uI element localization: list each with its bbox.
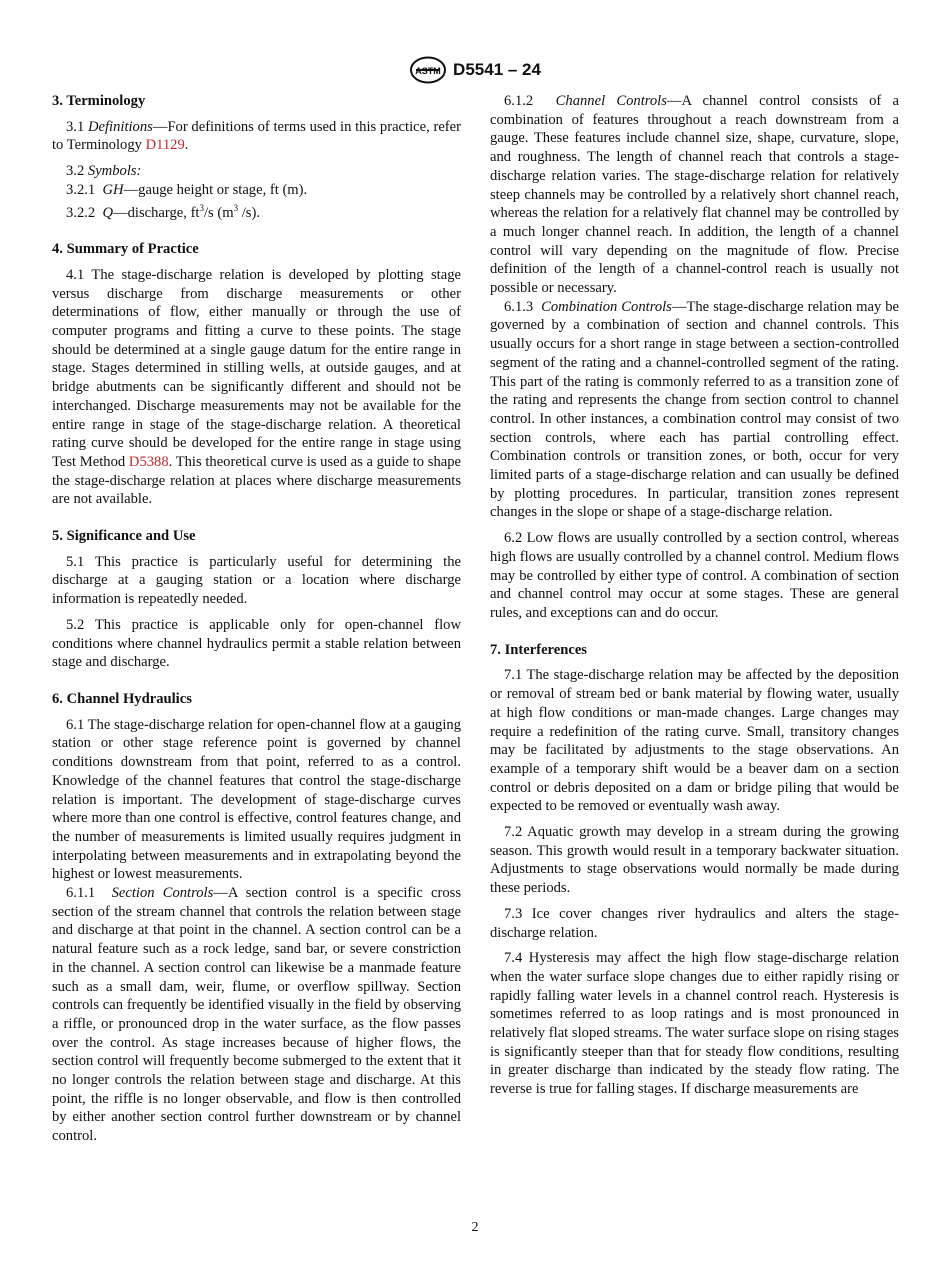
paragraph-6-1-2: 6.1.2 Channel Controls—A channel control consists of a combination of features throughout a reach downstream from a gauge. These features include channel size, shape, curvature, slope, and roughness. The length of channel reach that controls a stage-discharge relation varies. The stage-discharge relation for relatively steep channels may be controlled by a relatively short channel reach, whereas the relation for a relatively flat channel may be controlled by a much longer channel reach. In addition, the length of a channel control will vary depending on the magnitude of flow. Precise definition of the length of a channel-control reach is usually not possible or necessary. bbox=[490, 93, 900, 297]
paragraph-3-1: 3.1 Definitions—For definitions of terms used in this practice, refer to Terminology D1129. bbox=[52, 118, 461, 154]
paragraph-3-2: 3.2 Symbols: bbox=[66, 163, 142, 180]
paragraph-6-1-3: 6.1.3 Combination Controls—The stage-discharge relation may be governed by a combination of section and channel controls. This usually occurs for a short range in stage between a section-controlled segment of the rating and a channel-controlled segment of the rating. This part of the rating is commonly referred to as a transition zone of the rating and represents the change from section control to channel control. In other instances, a combination control may consist of two section controls, where each has partial controlling effect. Combination controls or transition zones, or both, occur for very limited parts of a stage-discharge relation and can usually be defined by plotting procedures. In particular, transition zones represent changes in the slope or shape of a stage-discharge relation. bbox=[490, 298, 899, 521]
paragraph-6-2: 6.2 Low flows are usually controlled by a section control, whereas high flows are usually controlled by a channel control. Medium flows may be controlled by either type of control. A combination of section and channel control may occur at some stages. These are general rules, and exceptions can and do occur. bbox=[490, 530, 899, 621]
paragraph-7-4: 7.4 Hysteresis may affect the high flow stage-discharge relation when the water surface slope changes due to either rapidly rising or rapidly falling water levels in a channel control reach. Hysteresis is sometimes referred to as loop ratings and is most pronounced in relatively flat sloped streams. The water surface slope on rising stages is significantly steeper than that for steady flow conditions, resulting in greater discharge than indicated by the steady flow rating. The reverse is true for falling stages. If discharge measurements are bbox=[490, 950, 899, 1098]
astm-logo-icon bbox=[409, 56, 447, 84]
paragraph-6-1-1: 6.1.1 Section Controls—A section control is a specific cross section of the stream channel that controls the relation between stage and discharge at that point in the channel. A section control can be a natural feature such as a rock ledge, sand bar, or severe constriction in the channel. A section control can likewise be a manmade feature such as a small dam, weir, flume, or overflow spillway. Section controls can frequently be identified visually in the field by observing a riffle, or pronounced drop in the water surface, as the flow passes over the control. As stage increases because of higher flows, the section control will frequently become submerged to the extent that it no longer controls the relation between stage and discharge. At this point, the riffle is no longer observable, and flow is then controlled by either another section control further downstream or by channel control. bbox=[52, 885, 462, 1145]
paragraph-6-1: 6.1 The stage-discharge relation for open-channel flow at a gauging station or other stage reference point is governed by channel conditions downstream from that point, referred to as a control. Knowledge of the channel features that control the stage-discharge relation is important. The development of stage-discharge curves where more than one control is effective, control features change, and the number of measurements is limited usually requires judgment in interpolating between measurements and in extrapolating beyond the highest or lowest measurements. bbox=[52, 716, 461, 883]
link-d1129[interactable]: D1129 bbox=[145, 137, 185, 154]
link-d5388[interactable]: D5388 bbox=[128, 453, 169, 470]
paragraph-7-1: 7.1 The stage-discharge relation may be affected by the deposition or removal of stream bed or bank material by flowing water, usually at high flow conditions or man-made changes. Large changes may require a redefinition of the rating curve. Small, transitory changes may be facilitated by adjustments to the stage observations. An example of a temporary shift would be a beaver dam on a section control or debris deposited on a dam or bridge piling that would be expected to be removed or eventually wash away. bbox=[490, 667, 899, 815]
paragraph-3-2-2: 3.2.2 Q—discharge, $ft^3/s$ ($m^3$ /s). bbox=[66, 202, 260, 221]
right-column bbox=[490, 92, 899, 1099]
section-7-heading: 7. Interferences bbox=[490, 641, 587, 658]
section-6-heading: 6. Channel Hydraulics bbox=[52, 690, 192, 707]
paragraph-5-2: 5.2 This practice is applicable only for open-channel flow conditions where channel hydraulics permit a stable relation between stage and discharge. bbox=[52, 616, 461, 671]
svg-text:ASTM: ASTM bbox=[415, 66, 441, 76]
paragraph-7-2: 7.2 Aquatic growth may develop in a stream during the growing season. This growth would result in a temporary backwater situation. Adjustments to stage observations would normally be made during these periods. bbox=[490, 824, 899, 897]
paragraph-5-1: 5.1 This practice is particularly useful for determining the discharge at a gauging station or a location where discharge information is repeatedly needed. bbox=[52, 553, 461, 608]
document-id: D5541 – 24 bbox=[453, 60, 541, 79]
left-column bbox=[52, 92, 461, 1146]
page-number: 2 bbox=[471, 1220, 479, 1235]
section-4-heading: 4. Summary of Practice bbox=[52, 241, 199, 258]
section-5-heading: 5. Significance and Use bbox=[52, 528, 196, 545]
section-3-heading: 3. Terminology bbox=[52, 93, 146, 109]
paragraph-7-3: 7.3 Ice cover changes river hydraulics and alters the stage-discharge relation. bbox=[490, 905, 899, 941]
paragraph-3-2-1: 3.2.1 GH—gauge height or stage, ft (m). bbox=[66, 181, 308, 198]
paragraph-4-1: 4.1 The stage-discharge relation is developed by plotting stage versus discharge from discharge measurements or other determinations of flow, either manually or through the use of computer programs and fitting a curve to these points. The stage should be determined at a single gauge datum for the entire range in stage. Stages determined in stilling wells, at outside gauges, and at bridge abutments can be significantly different and should not be interchanged. Discharge measurements may not be available for the entire range in stage of the stage-discharge relation. A theoretical rating curve should be developed for the entire range in stage using Test Method D5388. This theoretical curve is used as a guide to shape the stage-discharge relation at places where discharge measurements are not available. bbox=[52, 266, 461, 508]
page-header bbox=[0, 56, 950, 84]
